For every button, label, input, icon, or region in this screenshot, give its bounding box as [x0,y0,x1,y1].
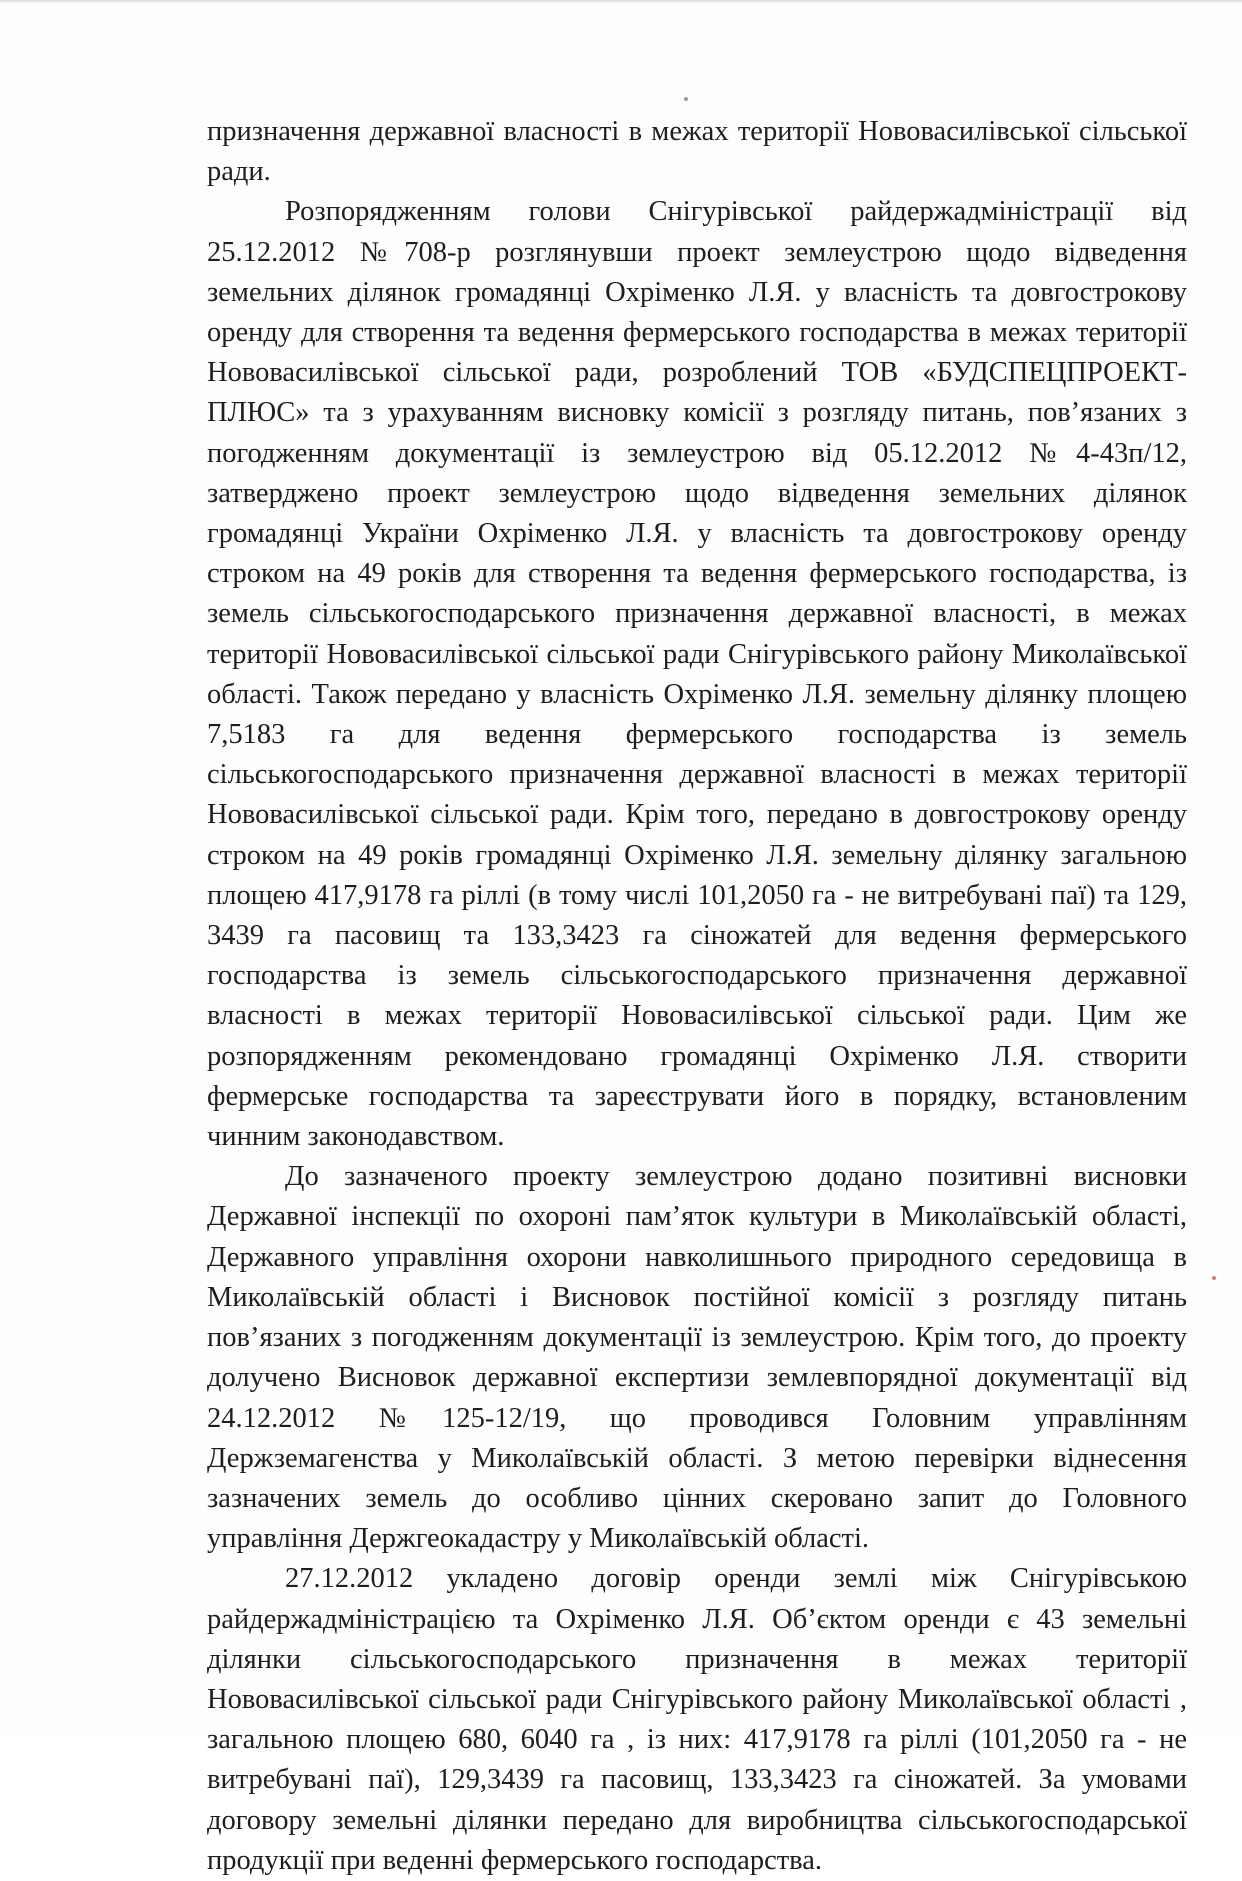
paragraph-order-description: Розпорядженням голови Снігурівської райдержадміністрації від 25.12.2012 №708-р розглянувши проект землеустрою щодо відведення земельних ділянок громадянці Охріменко Л.Я. у власність та довгострокову оренду для створення та ведення фермерського господарства в межах території Нововасилівської сільської ради, розроблений ТОВ «БУДСПЕЦПРОЕКТ-ПЛЮС» та з урахуванням висновку комісії з розгляду питань, пов’язаних з погодженням документації із землеустрою від 05.12.2012 №4-43п/12, затверджено проект землеустрою щодо відведення земельних ділянок громадянці України Охріменко Л.Я. у власність та довгострокову оренду строком на 49 років для створення та ведення фермерського господарства, із земель сільськогосподарського призначення державної власності, в межах території Нововасилівської сільської ради Снігурівського району Миколаївської області. Також передано у власність Охріменко Л.Я. земельну ділянку площею 7,5183 га для ведення фермерського господарства із земель сільськогосподарського призначення державної власності в межах території Нововасилівської сільської ради. Крім того, передано в довгострокову оренду строком на 49 років громадянці Охріменко Л.Я. земельну ділянку загальною площею 417,9178 га ріллі (в тому числі 101,2050 га - не витребувані паї) та 129, 3439 га пасовищ та 133,3423 га сіножатей для ведення фермерського господарства із земель сільськогосподарського призначення державної власності в межах території Нововасилівської сільської ради. Цим же розпорядженням рекомендовано громадянці Охріменко Л.Я. створити фермерське господарства та зареєструвати його в порядку, встановленим чинним законодавством. [207,196,1187,1153]
scan-speck [1212,1276,1216,1280]
scan-speck [684,97,688,101]
paragraph-lease-agreement: 27.12.2012 укладено договір оренди землі між Снігурівською райдержадміністрацією та Охріменко Л.Я. Об’єктом оренди є 43 земельні ділянки сільськогосподарського призначення в межах території Нововасилівської сільської ради Снігурівського району Миколаївської області , загальною площею 680, 6040 га , із них: 417,9178 га ріллі (101,2050 га - не витребувані паї), 129,3439 га пасовищ, 133,3423 га сіножатей. За умовами договору земельні ділянки передано для виробництва сільськогосподарської продукції при веденні фермерського господарства. [207,1563,1187,1876]
page-top-edge [0,0,1242,4]
paragraph-continuation: призначення державної власності в межах території Нововасилівської сільської ради. [207,116,1187,188]
paragraph-conclusions: До зазначеного проекту землеустрою додано позитивні висновки Державної інспекції по охороні пам’яток культури в Миколаївській області, Державного управління охорони навколишнього природного середовища в Миколаївській області і Висновок постійної комісії з розгляду питань пов’язаних з погодженням документації із землеустрою. Крім того, до проекту долучено Висновок державної експертизи землевпорядної документації від 24.12.2012 №125-12/19, що проводився Головним управлінням Держземагенства у Миколаївській області. З метою перевірки віднесення зазначених земель до особливо цінних скеровано запит до Головного управління Держгеокадастру у Миколаївській області. [207,1161,1187,1555]
document-body [207,112,1187,1881]
